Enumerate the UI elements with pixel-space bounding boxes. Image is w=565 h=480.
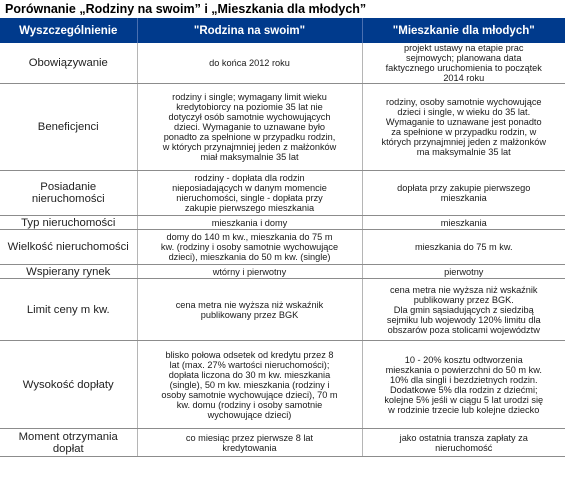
mdm-cell bbox=[362, 84, 565, 171]
mdm-cell bbox=[362, 43, 565, 84]
row-label-text: Limit ceny m kw. bbox=[26, 303, 110, 316]
header-mieszkanie-dla-mlodych: "Mieszkanie dla młodych" bbox=[362, 18, 565, 43]
rns-cell bbox=[137, 43, 362, 84]
table-row bbox=[0, 279, 565, 341]
table-header-row bbox=[0, 18, 565, 43]
row-label bbox=[0, 84, 137, 171]
rns-cell bbox=[137, 279, 362, 341]
header-criterion: Wyszczególnienie bbox=[0, 18, 137, 43]
rns-cell bbox=[137, 429, 362, 457]
row-label bbox=[0, 43, 137, 84]
row-label-text: Beneficjenci bbox=[37, 121, 99, 133]
rns-cell bbox=[137, 265, 362, 279]
rns-cell-text: cena metra nie wyższa niż wskaźnik publikowany przez BGK bbox=[175, 299, 324, 320]
table-row bbox=[0, 230, 565, 265]
mdm-cell-text: mieszkania do 75 m kw. bbox=[414, 242, 513, 252]
table-row bbox=[0, 265, 565, 279]
rns-cell-text: mieszkania i domy bbox=[211, 217, 288, 228]
row-label bbox=[0, 279, 137, 341]
row-label bbox=[0, 171, 137, 216]
mdm-cell-text: projekt ustawy na etapie prac sejmowych; planowana data faktycznego uruchomienia to początek 2014 roku bbox=[385, 43, 542, 83]
rns-cell-text: domy do 140 m kw., mieszkania do 75 m kw. (rodziny i osoby samotnie wychowujące dzieci), mieszkania do 50 m kw. (single) bbox=[160, 232, 339, 262]
rns-cell bbox=[137, 341, 362, 429]
comparison-table bbox=[0, 18, 565, 457]
rns-cell-text: rodziny - dopłata dla rodzin nieposiadających w danym momencie nieruchomości, single - dopłata przy zakupie pierwszego mieszkania bbox=[172, 173, 327, 213]
mdm-cell-text: rodziny, osoby samotnie wychowujące dzieci i single, w wieku do 35 lat. Wymaganie to uznawane jest ponadto za spełnione w przypadku rodzin, w których przynajmniej jeden z małżonków ma maksymalnie 35 lat bbox=[381, 97, 546, 157]
rns-cell-text: blisko połowa odsetek od kredytu przez 8 lat (max. 27% wartości nieruchomości); dopłata liczona do 30 m kw. mieszkania (single), 50 m kw. mieszkania (rodziny i osoby samotnie wychowujące dzieci), 70 m kw. domu (rodziny i osoby samotnie wychowujące dzieci) bbox=[161, 349, 338, 420]
mdm-cell bbox=[362, 429, 565, 457]
table-row bbox=[0, 341, 565, 429]
rns-cell-text: co miesiąc przez pierwsze 8 lat kredytowania bbox=[185, 432, 314, 453]
rns-cell bbox=[137, 230, 362, 265]
rns-cell-text: wtórny i pierwotny bbox=[212, 266, 287, 277]
header-rodzina-na-swoim: "Rodzina na swoim" bbox=[137, 18, 362, 43]
row-label bbox=[0, 216, 137, 230]
table-row bbox=[0, 429, 565, 457]
row-label-text: Posiadanie nieruchomości bbox=[31, 181, 105, 205]
mdm-cell bbox=[362, 265, 565, 279]
row-label-text: Moment otrzymania dopłat bbox=[18, 430, 118, 455]
row-label bbox=[0, 230, 137, 265]
rns-cell bbox=[137, 216, 362, 230]
row-label bbox=[0, 265, 137, 279]
mdm-cell-text: 10 - 20% kosztu odtworzenia mieszkania o powierzchni do 50 m kw. 10% dla singli i bezdzietnych rodzin. Dodatkowe 5% dla rodzin z dziećmi; kolejne 5% jeśli w ciągu 5 lat urodzi się w rodzinie trzecie lub kolejne dziecko bbox=[384, 354, 544, 415]
row-label-text: Wspierany rynek bbox=[26, 265, 111, 278]
row-label-text: Wysokość dopłaty bbox=[22, 378, 114, 391]
mdm-cell-text: pierwotny bbox=[444, 266, 484, 277]
mdm-cell-text: mieszkania bbox=[440, 217, 487, 228]
mdm-cell-text: cena metra nie wyższa niż wskaźnik publikowany przez BGK. Dla gmin sąsiadujących z siedzibą sejmiku lub wojewody 120% limitu dla obszarów poza stolicami województw bbox=[386, 284, 541, 335]
mdm-cell bbox=[362, 171, 565, 216]
rns-cell bbox=[137, 171, 362, 216]
rns-cell-text: do końca 2012 roku bbox=[209, 58, 290, 68]
row-label-text: Typ nieruchomości bbox=[21, 216, 116, 229]
table-row bbox=[0, 216, 565, 230]
mdm-cell bbox=[362, 341, 565, 429]
mdm-cell-text: jako ostatnia transza zapłaty za nieruchomość bbox=[399, 432, 528, 453]
row-label-text: Wielkość nieruchomości bbox=[7, 241, 129, 253]
mdm-cell bbox=[362, 216, 565, 230]
rns-cell-text: rodziny i single; wymagany limit wieku kredytobiorcy na poziomie 35 lat nie dotyczył osób samotnie wychowujących dzieci. Wymaganie to uznawane było ponadto za spełnione w przypadku rodzin, w których przynajmniej jeden z małżonków miał maksymalnie 35 lat bbox=[162, 92, 337, 162]
mdm-cell-text: dopłata przy zakupie pierwszego mieszkania bbox=[397, 183, 531, 203]
table-row bbox=[0, 84, 565, 171]
row-label bbox=[0, 429, 137, 457]
table-row bbox=[0, 171, 565, 216]
row-label-text: Obowiązywanie bbox=[28, 57, 108, 69]
table-row bbox=[0, 43, 565, 84]
mdm-cell bbox=[362, 279, 565, 341]
row-label bbox=[0, 341, 137, 429]
mdm-cell bbox=[362, 230, 565, 265]
document-title: Porównanie „Rodziny na swoim” i „Mieszkania dla młodych” bbox=[5, 2, 367, 16]
rns-cell bbox=[137, 84, 362, 171]
